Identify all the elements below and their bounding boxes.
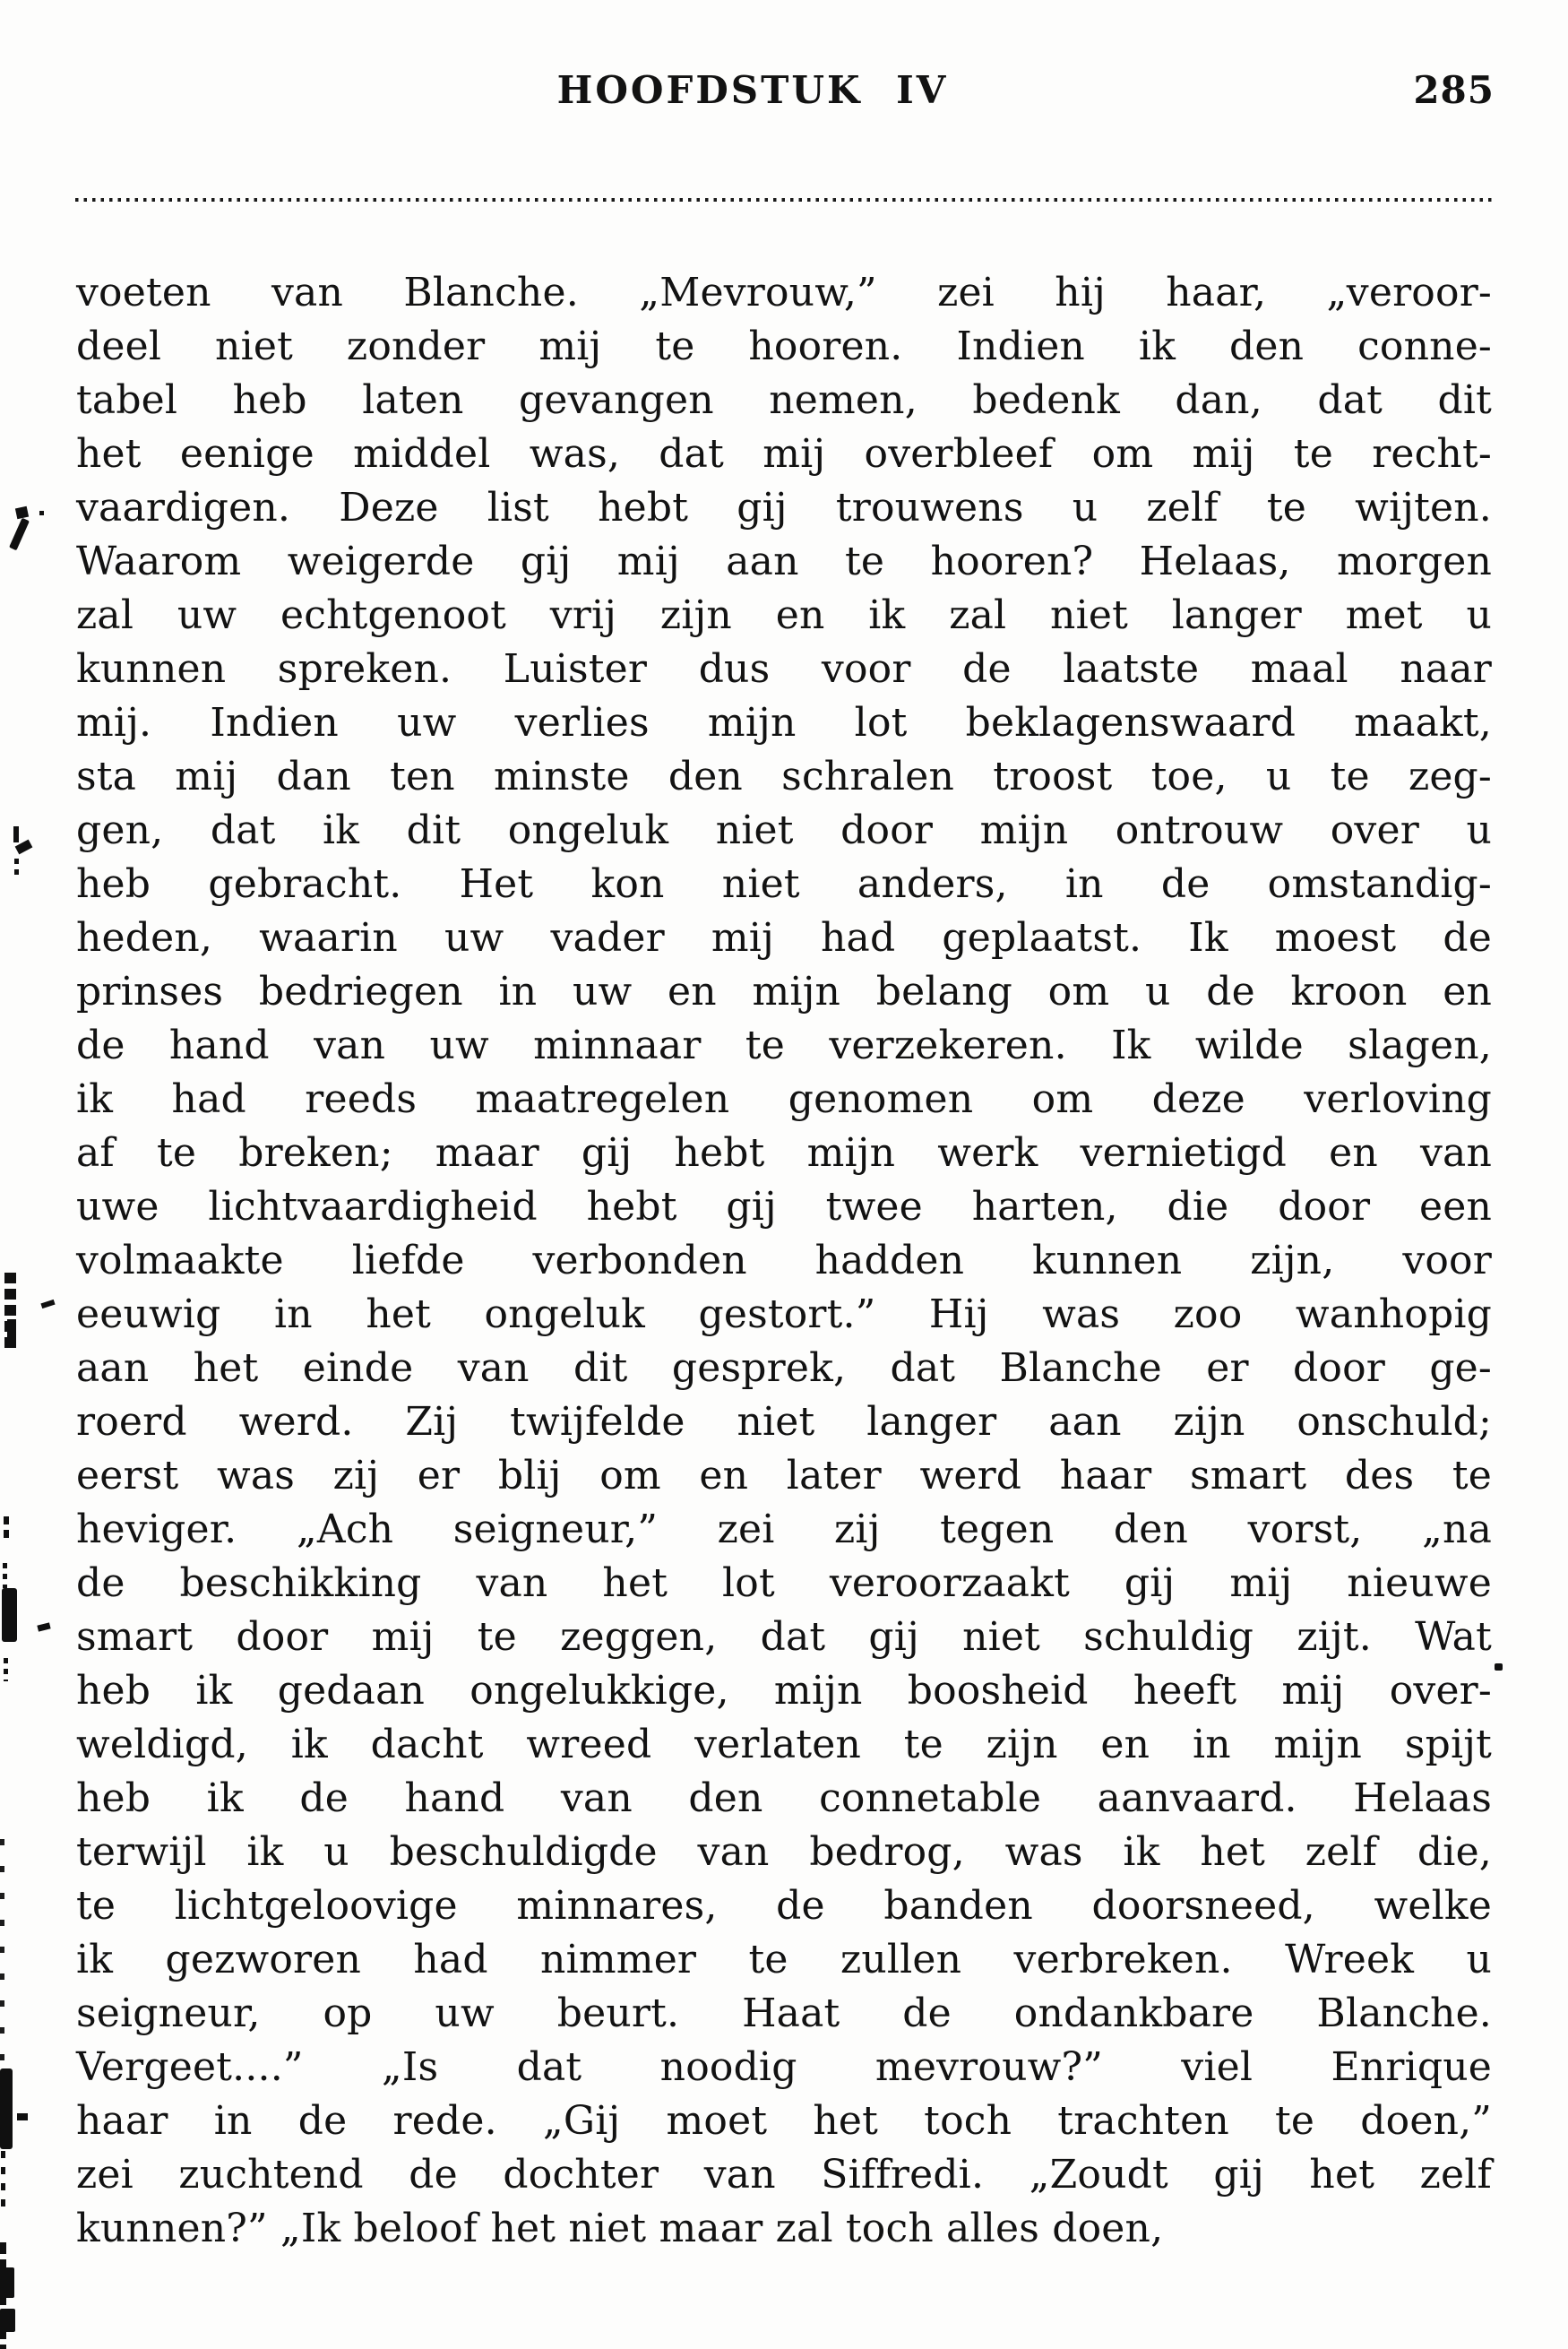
scan-artifact [39, 511, 44, 515]
scan-artifact [37, 1622, 50, 1631]
scan-artifact [1495, 1663, 1503, 1671]
scan-artifact [13, 826, 19, 842]
body-line: haar in de rede. „Gij moet het toch trachten te doen,” [76, 2098, 1492, 2144]
body-line: af te breken; maar gij hebt mijn werk vernietigd en van [76, 1130, 1492, 1176]
page-number: 285 [1413, 68, 1495, 112]
body-line: mij. Indien uw verlies mijn lot beklagenswaard maakt, [76, 700, 1492, 746]
body-line: gen, dat ik dit ongeluk niet door mijn ontrouw over u [76, 807, 1492, 853]
scan-artifact [7, 1319, 16, 1346]
body-line: ik gezworen had nimmer te zullen verbreken. Wreek u [76, 1937, 1492, 1982]
body-line: voeten van Blanche. „Mevrouw,” zei hij haar, „veroor- [76, 270, 1492, 315]
body-line: sta mij dan ten minste den schralen troost toe, u te zeg- [76, 754, 1492, 799]
body-line: het eenige middel was, dat mij overbleef om mij te recht- [76, 431, 1492, 477]
body-line: seigneur, op uw beurt. Haat de ondankbare Blanche. [76, 1991, 1492, 2036]
scan-artifact [0, 1839, 4, 2063]
body-line: Vergeet....” „Is dat noodig mevrouw?” viel Enrique [76, 2044, 1492, 2090]
body-line: tabel heb laten gevangen nemen, bedenk dan, dat dit [76, 377, 1492, 423]
body-line: uwe lichtvaardigheid hebt gij twee harten, die door een [76, 1184, 1492, 1230]
body-line: smart door mij te zeggen, dat gij niet schuldig zijt. Wat [76, 1614, 1492, 1660]
body-line: heden, waarin uw vader mij had geplaatst. Ik moest de [76, 915, 1492, 961]
body-line: volmaakte liefde verbonden hadden kunnen zijn, voor [76, 1238, 1492, 1283]
scan-artifact [0, 2068, 13, 2149]
chapter-title: HOOFDSTUK IV [556, 68, 949, 112]
scan-artifact [3, 1563, 7, 1588]
body-line: zal uw echtgenoot vrij zijn en ik zal niet langer met u [76, 592, 1492, 638]
body-line: aan het einde van dit gesprek, dat Blanche er door ge- [76, 1345, 1492, 1391]
page-header [76, 68, 1495, 115]
body-line: te lichtgeloovige minnares, de banden doorsneed, welke [76, 1883, 1492, 1929]
scan-artifact [4, 1658, 8, 1681]
scan-artifact [0, 2309, 15, 2332]
scan-artifact [0, 2267, 14, 2298]
dotted-rule [75, 198, 1496, 202]
scan-artifact [1, 2151, 5, 2214]
body-text [76, 266, 1492, 2256]
body-line: weldigd, ik dacht wreed verlaten te zijn en in mijn spijt [76, 1722, 1492, 1767]
body-line: zei zuchtend de dochter van Siffredi. „Zoudt gij het zelf [76, 2152, 1492, 2198]
body-line: eeuwig in het ongeluk gestort.” Hij was zoo wanhopig [76, 1291, 1492, 1337]
body-line: ik had reeds maatregelen genomen om deze verloving [76, 1076, 1492, 1122]
body-line: Waarom weigerde gij mij aan te hooren? Helaas, morgen [76, 539, 1492, 584]
body-line: de hand van uw minnaar te verzekeren. Ik wilde slagen, [76, 1023, 1492, 1068]
body-line: heb ik gedaan ongelukkige, mijn boosheid heeft mij over- [76, 1668, 1492, 1714]
body-line: de beschikking van het lot veroorzaakt gij mij nieuwe [76, 1560, 1492, 1606]
scan-artifact [14, 859, 19, 880]
scan-artifact [40, 1300, 55, 1308]
body-line: vaardigen. Deze list hebt gij trouwens u zelf te wijten. [76, 485, 1492, 531]
body-line: heb gebracht. Het kon niet anders, in de omstandig- [76, 861, 1492, 907]
scan-artifact [2, 1588, 17, 1642]
body-line: heb ik de hand van den connetable aanvaard. Helaas [76, 1775, 1492, 1821]
body-line: terwijl ik u beschuldigde van bedrog, was ik het zelf die, [76, 1829, 1492, 1875]
scan-artifact [4, 1516, 9, 1540]
body-line: roerd werd. Zij twijfelde niet langer aan zijn onschuld; [76, 1399, 1492, 1445]
body-line: heviger. „Ach seigneur,” zei zij tegen den vorst, „na [76, 1507, 1492, 1552]
body-line: deel niet zonder mij te hooren. Indien ik den conne- [76, 324, 1492, 369]
scan-artifact [9, 518, 30, 551]
body-line: eerst was zij er blij om en later werd haar smart des te [76, 1453, 1492, 1498]
body-line: prinses bedriegen in uw en mijn belang om u de kroon en [76, 969, 1492, 1015]
body-line: kunnen spreken. Luister dus voor de laatste maal naar [76, 646, 1492, 692]
body-line: kunnen?” „Ik beloof het niet maar zal toch alles doen, [76, 2206, 1164, 2251]
scan-artifact [17, 2113, 28, 2120]
